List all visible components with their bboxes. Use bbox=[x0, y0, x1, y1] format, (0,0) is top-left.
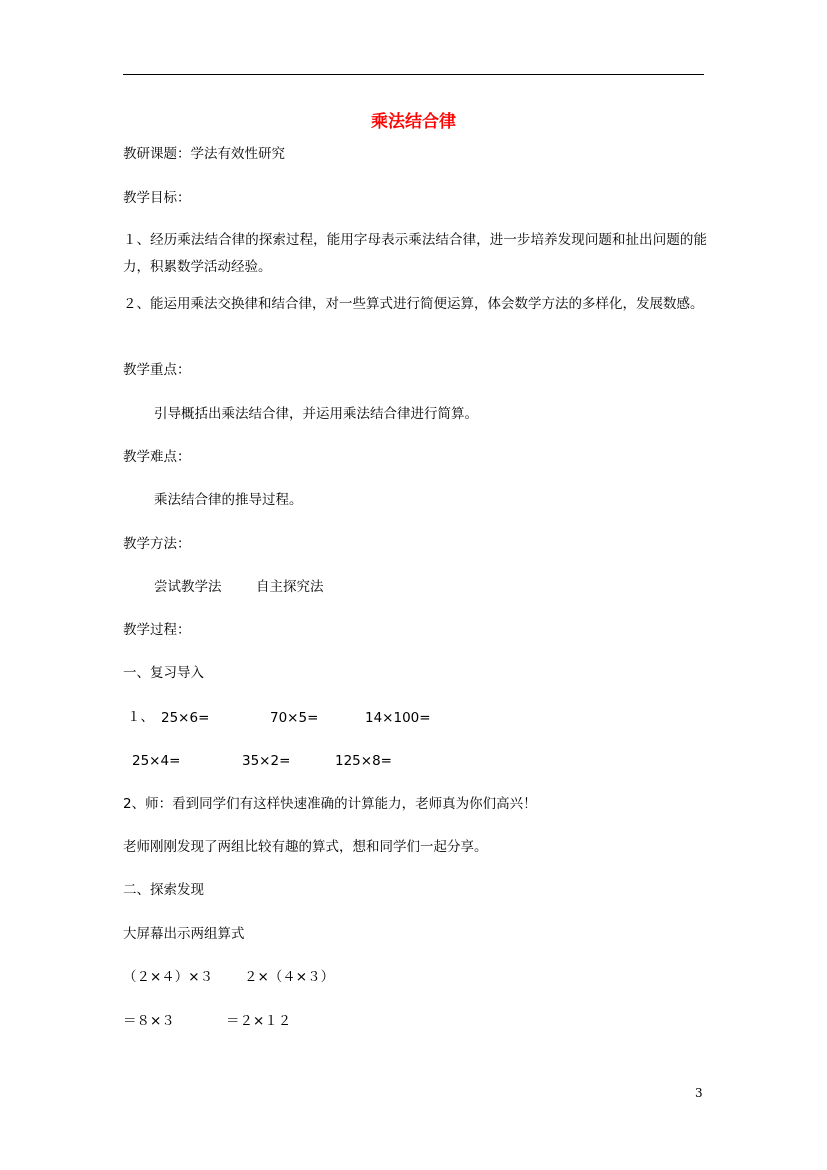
review-expr: 70×5= bbox=[270, 710, 319, 726]
review-expr: 25×4= bbox=[132, 753, 181, 769]
teacher-line-1: 2、师：看到同学们有这样快速准确的计算能力，老师真为你们高兴！ bbox=[123, 796, 537, 812]
method-1: 尝试教学法 bbox=[154, 579, 222, 595]
review-label: １、 bbox=[127, 709, 154, 725]
review-expr: 125×8= bbox=[335, 753, 392, 769]
goal-2: ２、能运用乘法交换律和结合律，对一些算式进行简便运算，体会数学方法的多样化，发展数感。 bbox=[123, 296, 704, 312]
difficulty-text: 乘法结合律的推导过程。 bbox=[154, 492, 303, 508]
method-2: 自主探究法 bbox=[256, 579, 324, 595]
section-1-heading: 一、复习导入 bbox=[123, 665, 204, 681]
teacher-line-2: 老师刚刚发现了两组比较有趣的算式，想和同学们一起分享。 bbox=[123, 839, 488, 855]
review-expr: 35×2= bbox=[242, 753, 291, 769]
difficulty-heading: 教学难点： bbox=[123, 449, 191, 465]
step-1: ＝８×３ bbox=[123, 1013, 175, 1029]
process-heading: 教学过程： bbox=[123, 622, 191, 638]
section-2-heading: 二、探索发现 bbox=[123, 882, 204, 898]
step-2: ＝２×１２ bbox=[226, 1013, 292, 1029]
key-heading: 教学重点： bbox=[123, 362, 191, 378]
review-expr: 25×6= bbox=[161, 710, 210, 726]
document-title: 乘法结合律 bbox=[371, 112, 456, 132]
expression-2: ２×（４×３） bbox=[244, 969, 335, 985]
review-expr: 14×100= bbox=[365, 710, 431, 726]
goal-1: １、经历乘法结合律的探索过程，能用字母表示乘法结合律，进一步培养发现问题和扯出问题的能力，积累数学活动经验。 bbox=[123, 232, 707, 275]
goals-heading: 教学目标： bbox=[123, 190, 191, 206]
key-text: 引导概括出乘法结合律，并运用乘法结合律进行简算。 bbox=[154, 406, 478, 422]
topic-line: 教研课题：学法有效性研究 bbox=[123, 146, 285, 162]
expression-1: （２×４）×３ bbox=[123, 969, 214, 985]
screen-text: 大屏幕出示两组算式 bbox=[123, 926, 245, 942]
header-rule bbox=[123, 74, 704, 75]
page-number: 3 bbox=[695, 1086, 703, 1100]
method-heading: 教学方法： bbox=[123, 536, 191, 552]
